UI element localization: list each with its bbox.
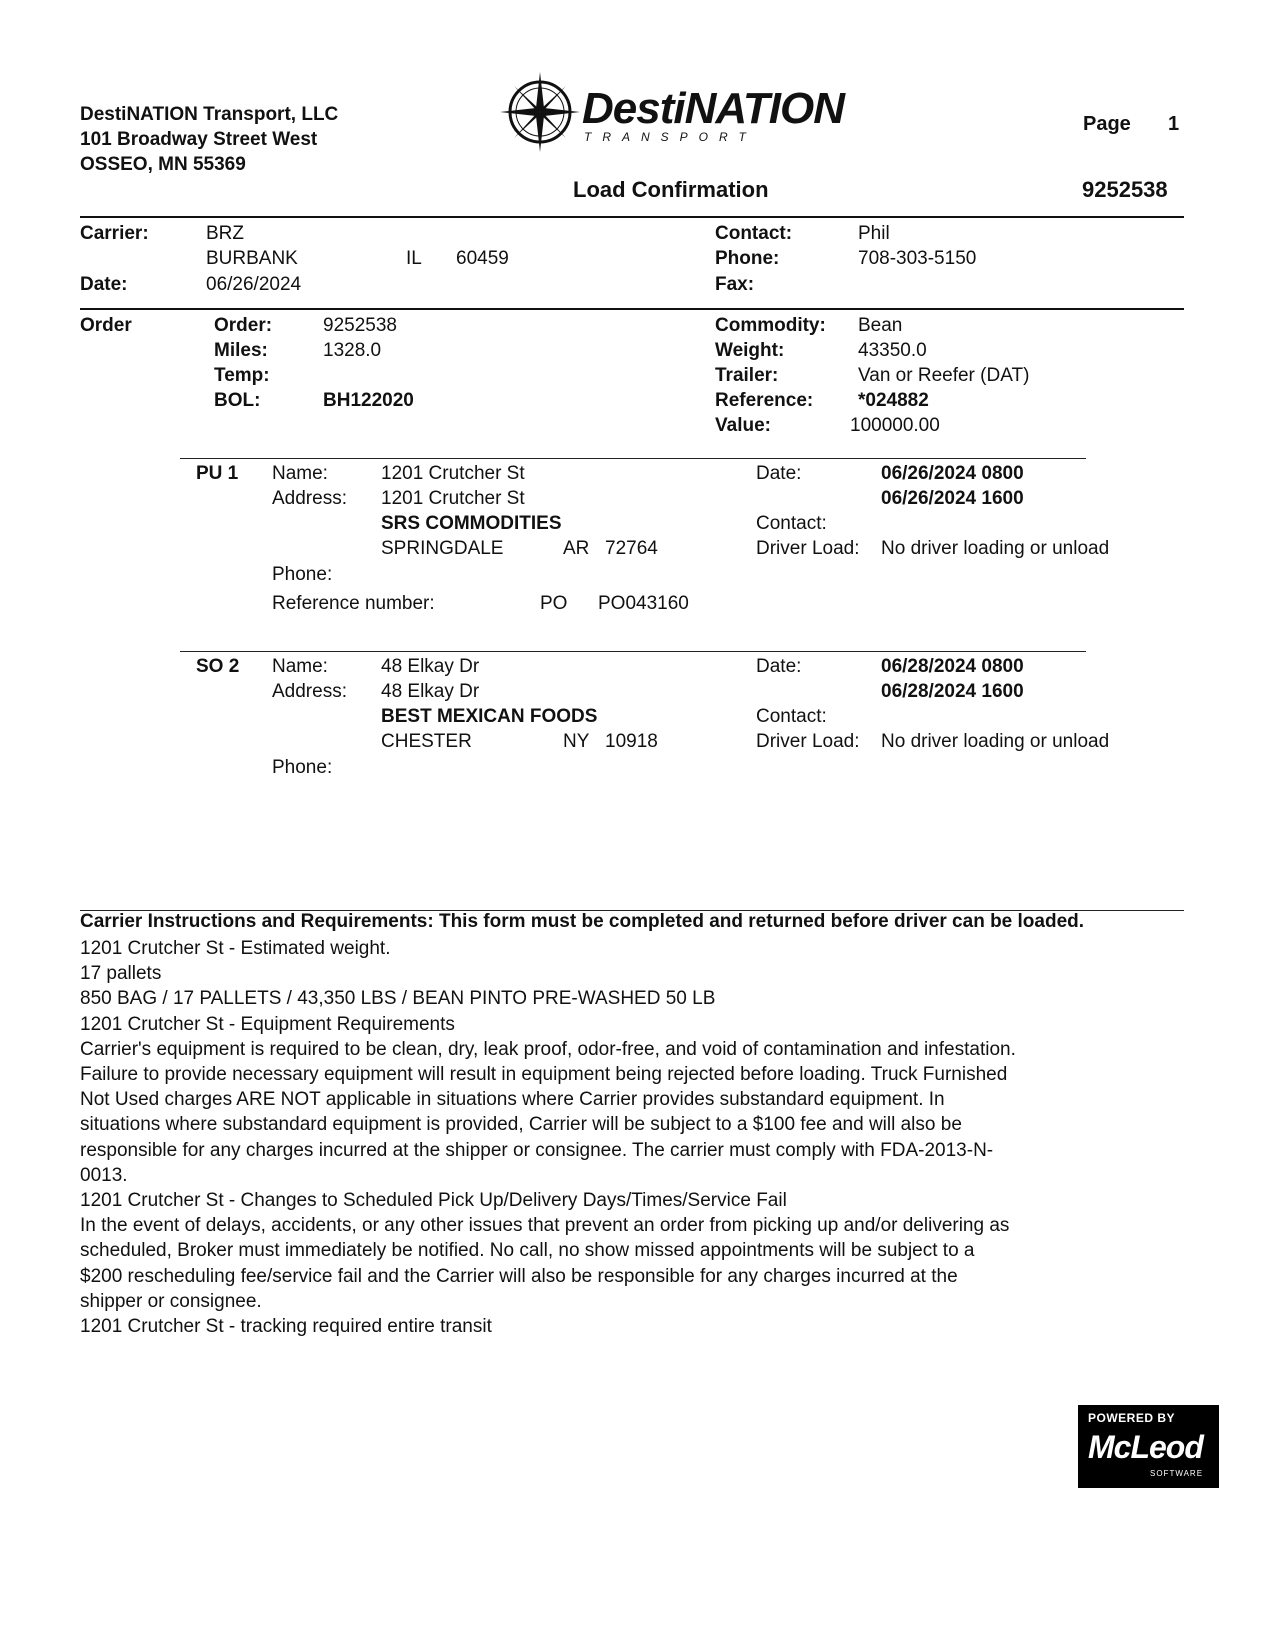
stop2-city: CHESTER [381,731,472,752]
page-number: 1 [1168,113,1180,135]
instruction-line: 850 BAG / 17 PALLETS / 43,350 LBS / BEAN PINTO PRE-WASHED 50 LB [80,988,716,1010]
instruction-line: Not Used charges ARE NOT applicable in situations where Carrier provides substandard equipment. In [80,1089,945,1111]
stop1-address: 1201 Crutcher St [381,488,525,509]
instructions-heading: Carrier Instructions and Requirements: This form must be completed and returned before driver can be loaded. [80,911,1085,932]
stop1-ref-type: PO [540,593,568,614]
weight-value: 43350.0 [858,340,927,361]
weight-label: Weight: [715,340,785,361]
header-divider [80,216,1184,218]
bol-value: BH122020 [323,390,414,411]
badge-top-text: POWERED BY [1088,1411,1176,1425]
page-label: Page [1083,113,1131,135]
order-value: 9252538 [323,315,397,336]
instruction-line: Carrier's equipment is required to be clean, dry, leak proof, odor-free, and void of contamination and infestation. [80,1038,1016,1060]
logo-wordmark: DestiNATION [582,84,844,133]
date-value: 06/26/2024 [206,274,302,295]
stop2-zip: 10918 [605,731,658,752]
stop1-driver-label: Driver Load: [756,538,860,559]
stop2-phone-label: Phone: [272,757,333,778]
stop1-name: 1201 Crutcher St [381,463,525,484]
stop1-divider [180,458,1086,459]
value-value: 100000.00 [850,415,940,436]
contact-label: Contact: [715,223,793,244]
stop2-name-label: Name: [272,656,328,677]
instruction-line: 1201 Crutcher St - Changes to Scheduled Pick Up/Delivery Days/Times/Service Fail [80,1190,787,1212]
stop2-state: NY [563,731,590,752]
stop1-phone-label: Phone: [272,564,333,585]
stop2-date-label: Date: [756,656,802,677]
stop1-date-end: 06/26/2024 1600 [881,488,1024,509]
instruction-line: 1201 Crutcher St - Equipment Requirements [80,1013,455,1035]
stop1-name-label: Name: [272,463,328,484]
stop2-company: BEST MEXICAN FOODS [381,706,598,727]
stop2-date-end: 06/28/2024 1600 [881,681,1024,702]
stop2-code: SO 2 [196,656,240,677]
stop2-contact-label: Contact: [756,706,827,727]
stop1-company: SRS COMMODITIES [381,513,562,534]
stop1-date-label: Date: [756,463,802,484]
instruction-line: shipper or consignee. [80,1290,262,1312]
carrier-name: BRZ [206,223,244,244]
logo-subtext: TRANSPORT [584,130,757,144]
phone-value: 708-303-5150 [858,248,977,269]
stop2-divider [180,651,1086,652]
commodity-value: Bean [858,315,903,336]
value-label: Value: [715,415,771,436]
order-section-label: Order [80,315,132,336]
document-title: Load Confirmation [573,177,769,202]
company-logo [498,70,848,160]
carrier-zip: 60459 [456,248,509,269]
temp-label: Temp: [214,365,270,386]
stop2-date-start: 06/28/2024 0800 [881,656,1024,677]
reference-label: Reference: [715,390,814,411]
stop1-date-start: 06/26/2024 0800 [881,463,1024,484]
trailer-label: Trailer: [715,365,779,386]
instruction-line: $200 rescheduling fee/service fail and the Carrier will also be responsible for any charges incurred at the [80,1265,958,1287]
stop1-address-label: Address: [272,488,347,509]
reference-value: *024882 [858,390,929,411]
stop1-code: PU 1 [196,463,239,484]
compass-rose-icon [498,70,582,154]
instruction-line: Failure to provide necessary equipment will result in equipment being rejected before loading. Truck Furnished [80,1064,1008,1086]
carrier-divider [80,308,1184,310]
badge-sub: SOFTWARE [1150,1469,1204,1478]
instruction-line: 17 pallets [80,963,162,985]
instruction-line: situations where substandard equipment is provided, Carrier will be subject to a $100 fee and will also be [80,1114,962,1136]
commodity-label: Commodity: [715,315,826,336]
instruction-line: scheduled, Broker must immediately be notified. No call, no show missed appointments will be subject to a [80,1240,975,1262]
stop2-name: 48 Elkay Dr [381,656,480,677]
stop1-driver-value: No driver loading or unload [881,538,1110,559]
instruction-line: In the event of delays, accidents, or any other issues that prevent an order from picking up and/or delivering as [80,1215,1010,1237]
carrier-city: BURBANK [206,248,298,269]
company-name: DestiNATION Transport, LLC [80,104,339,125]
stop1-ref-value: PO043160 [598,593,689,614]
stop2-address-label: Address: [272,681,347,702]
company-city: OSSEO, MN 55369 [80,154,246,175]
stop1-city: SPRINGDALE [381,538,504,559]
trailer-value: Van or Reefer (DAT) [858,365,1030,386]
badge-brand: McLeod [1088,1429,1203,1465]
stop1-state: AR [563,538,590,559]
stop2-driver-value: No driver loading or unload [881,731,1110,752]
fax-label: Fax: [715,274,755,295]
company-street: 101 Broadway Street West [80,129,318,150]
instructions-body [80,936,1180,1339]
instruction-line: 1201 Crutcher St - Estimated weight. [80,938,391,959]
contact-value: Phil [858,223,890,244]
bol-label: BOL: [214,390,261,411]
instruction-line: responsible for any charges incurred at the shipper or consignee. The carrier must comply with FDA-2013-N- [80,1139,994,1161]
miles-label: Miles: [214,340,268,361]
order-label: Order: [214,315,273,336]
phone-label: Phone: [715,248,780,269]
stop1-zip: 72764 [605,538,658,559]
instruction-line: 0013. [80,1164,128,1186]
stop2-driver-label: Driver Load: [756,731,860,752]
stop1-contact-label: Contact: [756,513,827,534]
instruction-line: 1201 Crutcher St - tracking required entire transit [80,1316,492,1338]
carrier-label: Carrier: [80,223,149,244]
document-number: 9252538 [1082,177,1168,202]
mcleod-badge [1078,1405,1219,1488]
carrier-state: IL [406,248,422,269]
miles-value: 1328.0 [323,340,382,361]
stop2-address: 48 Elkay Dr [381,681,480,702]
date-label: Date: [80,274,128,295]
stop1-ref-label: Reference number: [272,593,435,614]
